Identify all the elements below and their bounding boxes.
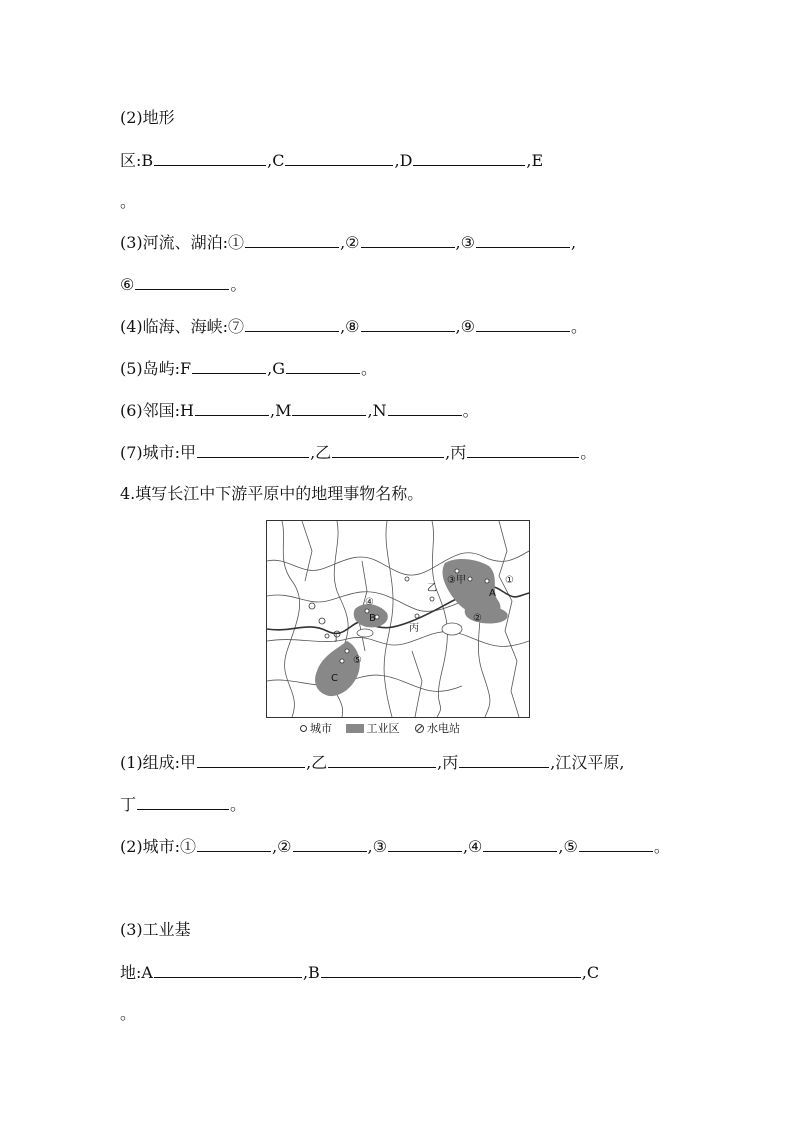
section-3-row-2: ⑥ 。 xyxy=(120,275,247,294)
q4-3-row: 地:A ,B ,C xyxy=(120,963,600,982)
q4-1-row-2: 丁 。 xyxy=(120,795,247,814)
section-2-row: 区:B ,C ,D ,E xyxy=(120,151,544,170)
section-3-row: (3)河流、湖泊:① ,② ,③ , xyxy=(120,233,577,252)
city-icon xyxy=(300,725,307,732)
answer-blank-d[interactable] xyxy=(413,150,525,166)
section-4-row: (4)临海、海峡:⑦ ,⑧ ,⑨ 。 xyxy=(120,317,587,336)
answer-blank-3[interactable] xyxy=(476,232,570,248)
yangtze-plain-map xyxy=(266,520,530,718)
answer-blank-2[interactable] xyxy=(361,232,455,248)
answer-blank-h[interactable] xyxy=(195,400,269,416)
q4-3-title: (3)工业基 xyxy=(120,920,191,939)
map-label-1: ① xyxy=(505,575,514,586)
answer-blank-8[interactable] xyxy=(361,316,455,332)
map-label-bing: 丙 xyxy=(409,623,419,634)
answer-blank-jia[interactable] xyxy=(197,442,309,458)
answer-blank-f[interactable] xyxy=(192,358,266,374)
map-label-ding: 丁 xyxy=(331,633,341,644)
answer-blank-q4-bing[interactable] xyxy=(459,752,549,768)
answer-blank-yi[interactable] xyxy=(332,442,444,458)
answer-blank-9[interactable] xyxy=(476,316,570,332)
lake xyxy=(442,623,462,635)
answer-blank-base-b[interactable] xyxy=(321,962,581,978)
question-4-title: 4.填写长江中下游平原中的地理事物名称。 xyxy=(120,484,424,503)
answer-blank-1[interactable] xyxy=(245,232,339,248)
answer-blank-city-2[interactable] xyxy=(293,836,367,852)
map-label-2: ② xyxy=(473,613,482,624)
hydro-station-markers xyxy=(309,603,340,637)
lake xyxy=(357,629,373,637)
answer-blank-city-3[interactable] xyxy=(388,836,462,852)
answer-blank-q4-ding[interactable] xyxy=(137,794,229,810)
section-2-end: 。 xyxy=(120,192,137,211)
map-label-a: A xyxy=(489,588,496,599)
map-label-5: ⑤ xyxy=(353,655,362,666)
answer-blank-7[interactable] xyxy=(245,316,339,332)
answer-blank-city-1[interactable] xyxy=(197,836,271,852)
industrial-zone-icon xyxy=(346,724,364,733)
section-7-row: (7)城市:甲 ,乙 ,丙 。 xyxy=(120,443,597,462)
q4-3-end: 。 xyxy=(120,1004,137,1023)
section-5-row: (5)岛屿:F ,G 。 xyxy=(120,359,378,378)
answer-blank-base-a[interactable] xyxy=(154,962,302,978)
section-2-title: (2)地形 xyxy=(120,108,175,127)
answer-blank-bing[interactable] xyxy=(467,442,579,458)
hydro-station-icon xyxy=(415,724,424,733)
answer-blank-q4-yi[interactable] xyxy=(328,752,436,768)
map-label-b: B xyxy=(369,613,376,624)
map-label-jia: ③甲 xyxy=(447,575,466,586)
map-label-4: ④ xyxy=(365,597,374,608)
q4-2-row: (2)城市:① ,② ,③ ,④ ,⑤ 。 xyxy=(120,837,670,856)
answer-blank-n[interactable] xyxy=(388,400,462,416)
map-label-c: C xyxy=(331,673,338,684)
answer-blank-city-4[interactable] xyxy=(483,836,557,852)
industrial-zone-a-south xyxy=(465,606,508,624)
q4-1-row: (1)组成:甲 ,乙 ,丙 ,江汉平原, xyxy=(120,753,625,772)
section-6-row: (6)邻国:H ,M ,N 。 xyxy=(120,401,479,420)
answer-blank-c[interactable] xyxy=(285,150,393,166)
map-svg xyxy=(267,521,529,717)
answer-blank-g[interactable] xyxy=(286,358,360,374)
answer-blank-m[interactable] xyxy=(292,400,366,416)
answer-blank-6[interactable] xyxy=(135,274,229,290)
answer-blank-city-5[interactable] xyxy=(579,836,653,852)
answer-blank-q4-jia[interactable] xyxy=(197,752,305,768)
answer-blank-b[interactable] xyxy=(154,150,266,166)
industrial-zone-c xyxy=(315,641,360,696)
map-legend: 城市 工业区 水电站 xyxy=(300,720,460,736)
map-label-yi: 乙 xyxy=(427,583,437,594)
